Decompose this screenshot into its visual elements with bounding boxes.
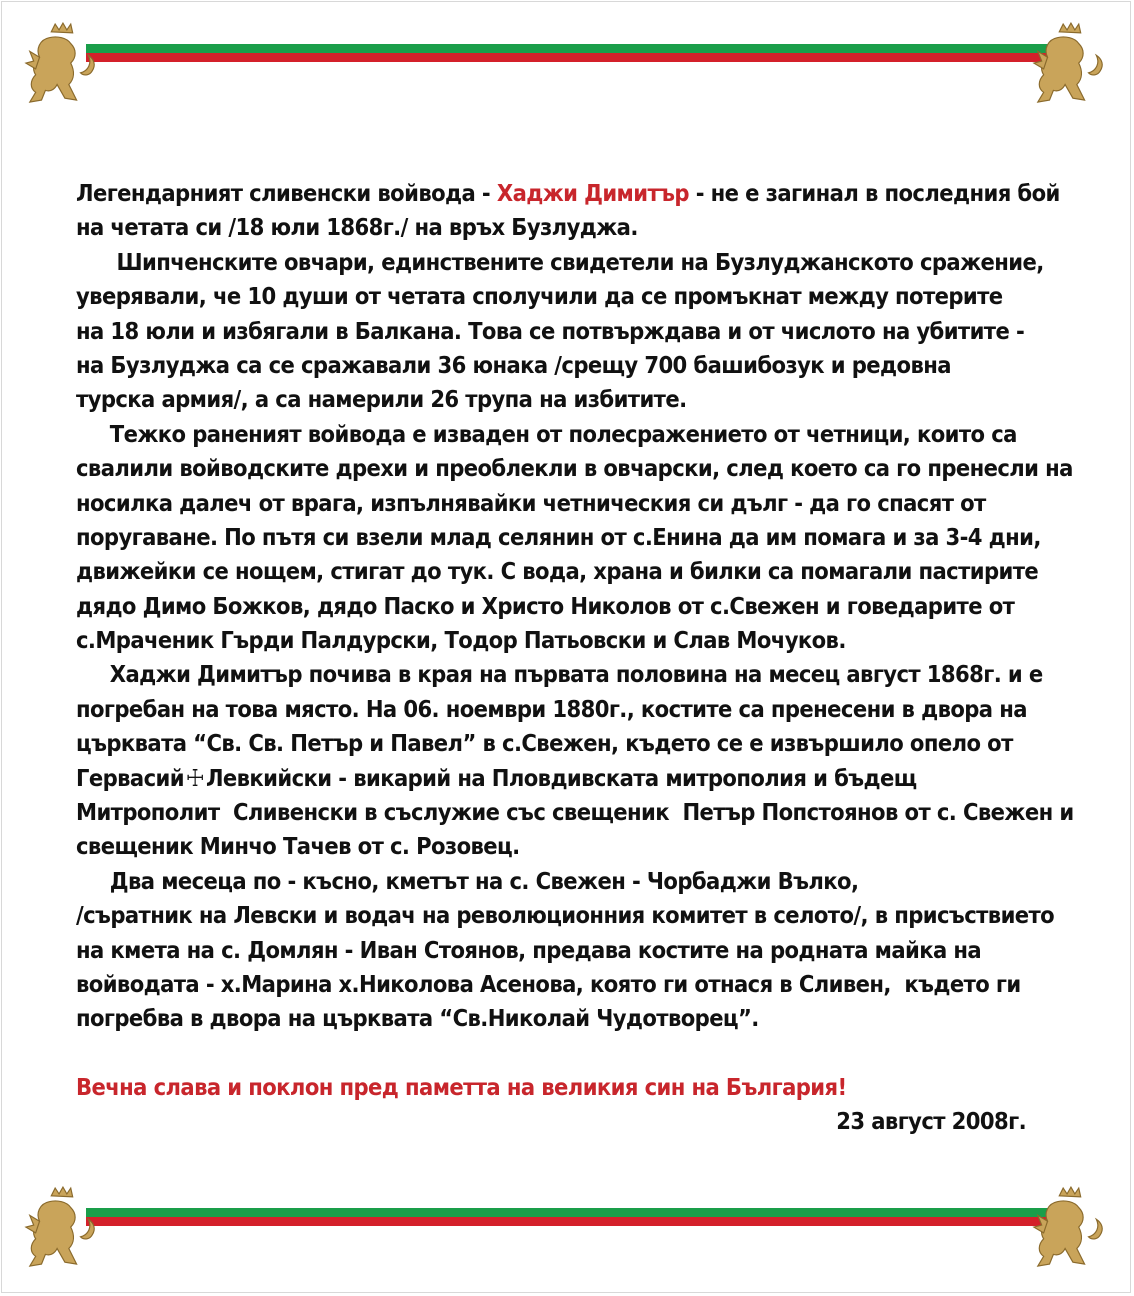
text-span: Гервасий bbox=[76, 763, 184, 792]
memorial-text bbox=[76, 176, 1074, 1139]
paragraph-1-line: на четата си /18 юли 1868г./ на връх Бузлуджа. bbox=[76, 213, 638, 242]
text-span: - не е загинал в последния бой bbox=[688, 179, 1060, 207]
stripe-green bbox=[86, 44, 1048, 53]
stripe-green bbox=[86, 1208, 1048, 1217]
paragraph-2-line: на 18 юли и избягали в Балкана. Това се потвърждава и от числото на убитите - bbox=[76, 316, 1025, 345]
flag-stripes-bottom bbox=[86, 1208, 1048, 1226]
stripe-red bbox=[86, 53, 1048, 62]
cross-icon: ☩ bbox=[185, 763, 205, 792]
paragraph-4-line: Хаджи Димитър почива в края на първата половина на месец август 1868г. и е bbox=[76, 660, 1043, 689]
stripe-red bbox=[86, 1217, 1048, 1226]
paragraph-2-line: турска армия/, а са намерили 26 трупа на избитите. bbox=[76, 385, 687, 414]
date-line: 23 август 2008г. bbox=[836, 1107, 1026, 1136]
closing-tribute: Вечна слава и поклон пред паметта на великия син на България! bbox=[76, 1072, 847, 1101]
highlighted-name: Хаджи Димитър bbox=[496, 179, 689, 207]
paragraph-3-line: поругаване. По пътя си взели млад селянин от с.Енина да им помага и за 3-4 дни, bbox=[76, 522, 1041, 551]
text-span: Легендарният сливенски войвода - bbox=[76, 179, 497, 207]
paragraph-5-line: погребва в двора на църквата “Св.Николай Чудотворец”. bbox=[76, 1004, 759, 1033]
paragraph-4-line: църквата “Св. Св. Петър и Павел” в с.Свежен, където се е извършило опело от bbox=[76, 729, 1013, 758]
lion-emblem-icon bbox=[22, 1186, 100, 1274]
paragraph-1-line bbox=[76, 176, 1066, 210]
paragraph-4-line: Митрополит Сливенски в съслужие със свещеник Петър Попстоянов от с. Свежен и bbox=[76, 798, 1074, 827]
paragraph-5-line: Два месеца по - късно, кметът на с. Свежен - Чорбаджи Вълко, bbox=[76, 866, 859, 895]
lion-emblem-icon bbox=[1030, 22, 1108, 110]
paragraph-5-line: на кмета на с. Домлян - Иван Стоянов, предава костите на родната майка на bbox=[76, 935, 982, 964]
lion-emblem-icon bbox=[1030, 1186, 1108, 1274]
paragraph-5-line: /съратник на Левски и водач на революционния комитет в селото/, в присъствието bbox=[76, 901, 1055, 930]
paragraph-3-line: дядо Димо Божков, дядо Паско и Христо Николов от с.Свежен и говедарите от bbox=[76, 591, 1015, 620]
paragraph-3-line: Тежко раненият войвода е изваден от полесражението от четници, които са bbox=[76, 419, 1017, 448]
paragraph-4-line: свещеник Минчо Тачев от с. Розовец. bbox=[76, 832, 520, 861]
paragraph-2-line: уверявали, че 10 души от четата сполучили да се промъкнат между потерите bbox=[76, 282, 1003, 311]
paragraph-3-line: движейки се нощем, стигат до тук. С вода, храна и билки са помагали пастирите bbox=[76, 557, 1039, 586]
spacer bbox=[76, 1036, 1066, 1070]
paragraph-3-line: свалили войводските дрехи и преоблекли в овчарски, след което са го пренесли на bbox=[76, 454, 1073, 483]
paragraph-3-line: с.Мраченик Гърди Палдурски, Тодор Патьовски и Слав Мочуков. bbox=[76, 626, 846, 655]
paragraph-4-line: погребан на това място. На 06. ноември 1880г., костите са пренесени в двора на bbox=[76, 694, 1027, 723]
bottom-border-band bbox=[0, 1186, 1134, 1296]
paragraph-2-line: Шипченските овчари, единствените свидетели на Бузлуджанското сражение, bbox=[76, 247, 1044, 276]
paragraph-2-line: на Бузлуджа са се сражавали 36 юнака /срещу 700 башибозук и редовна bbox=[76, 350, 951, 379]
paragraph-5-line: войводата - х.Марина х.Николова Асенова, която ги отнася в Сливен, където ги bbox=[76, 969, 1021, 998]
lion-emblem-icon bbox=[22, 22, 100, 110]
flag-stripes-top bbox=[86, 44, 1048, 62]
paragraph-3-line: носилка далеч от врага, изпълнявайки четническия си дълг - да го спасят от bbox=[76, 488, 986, 517]
top-border-band bbox=[0, 22, 1134, 132]
text-span: Левкийски - викарий на Пловдивската митрополия и бъдещ bbox=[205, 763, 917, 792]
paragraph-4-line bbox=[76, 761, 1066, 795]
